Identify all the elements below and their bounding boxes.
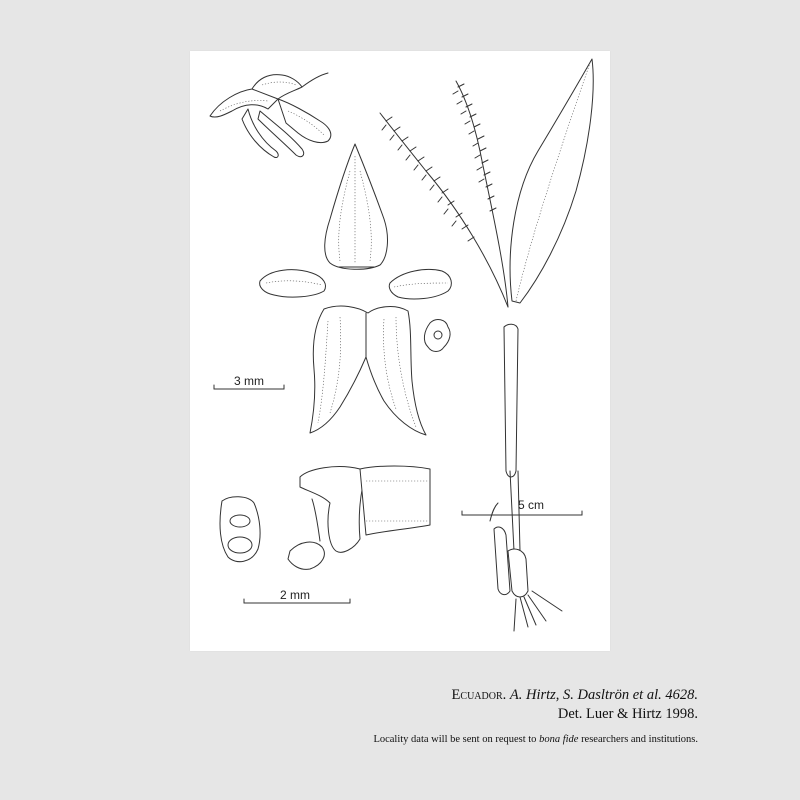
scale-label-2mm: 2 mm xyxy=(280,588,310,602)
scale-bar-3mm xyxy=(214,374,284,389)
flower-drawing xyxy=(210,73,331,158)
petals-drawing xyxy=(260,270,452,300)
locality-note xyxy=(373,734,698,745)
collectors-label: A. Hirtz, S. Dasltrön et al. 4628. xyxy=(509,687,698,703)
scale-label-3mm: 3 mm xyxy=(234,374,264,388)
plant-drawing xyxy=(380,59,593,631)
note-prefix: Locality data will be sent on request to xyxy=(373,734,537,745)
synsepal-drawing xyxy=(310,306,426,435)
country-label: Ecuador. xyxy=(451,687,507,703)
lip-front-drawing xyxy=(220,497,260,562)
illustration-drawing xyxy=(190,51,610,651)
dorsal-sepal-drawing xyxy=(325,144,388,269)
specimen-caption xyxy=(452,686,698,724)
collection-line xyxy=(452,686,698,705)
determination-line: Det. Luer & Hirtz 1998. xyxy=(557,706,698,722)
note-suffix: researchers and institutions. xyxy=(581,734,698,745)
scale-label-5cm: 5 cm xyxy=(518,498,545,512)
scale-bar-2mm xyxy=(244,588,350,603)
scale-bar-5cm xyxy=(462,498,582,515)
botanical-illustration-plate xyxy=(190,51,610,651)
column-drawing xyxy=(288,466,430,569)
lip-small-drawing xyxy=(424,320,450,352)
note-emphasis: bona fide xyxy=(539,734,579,745)
